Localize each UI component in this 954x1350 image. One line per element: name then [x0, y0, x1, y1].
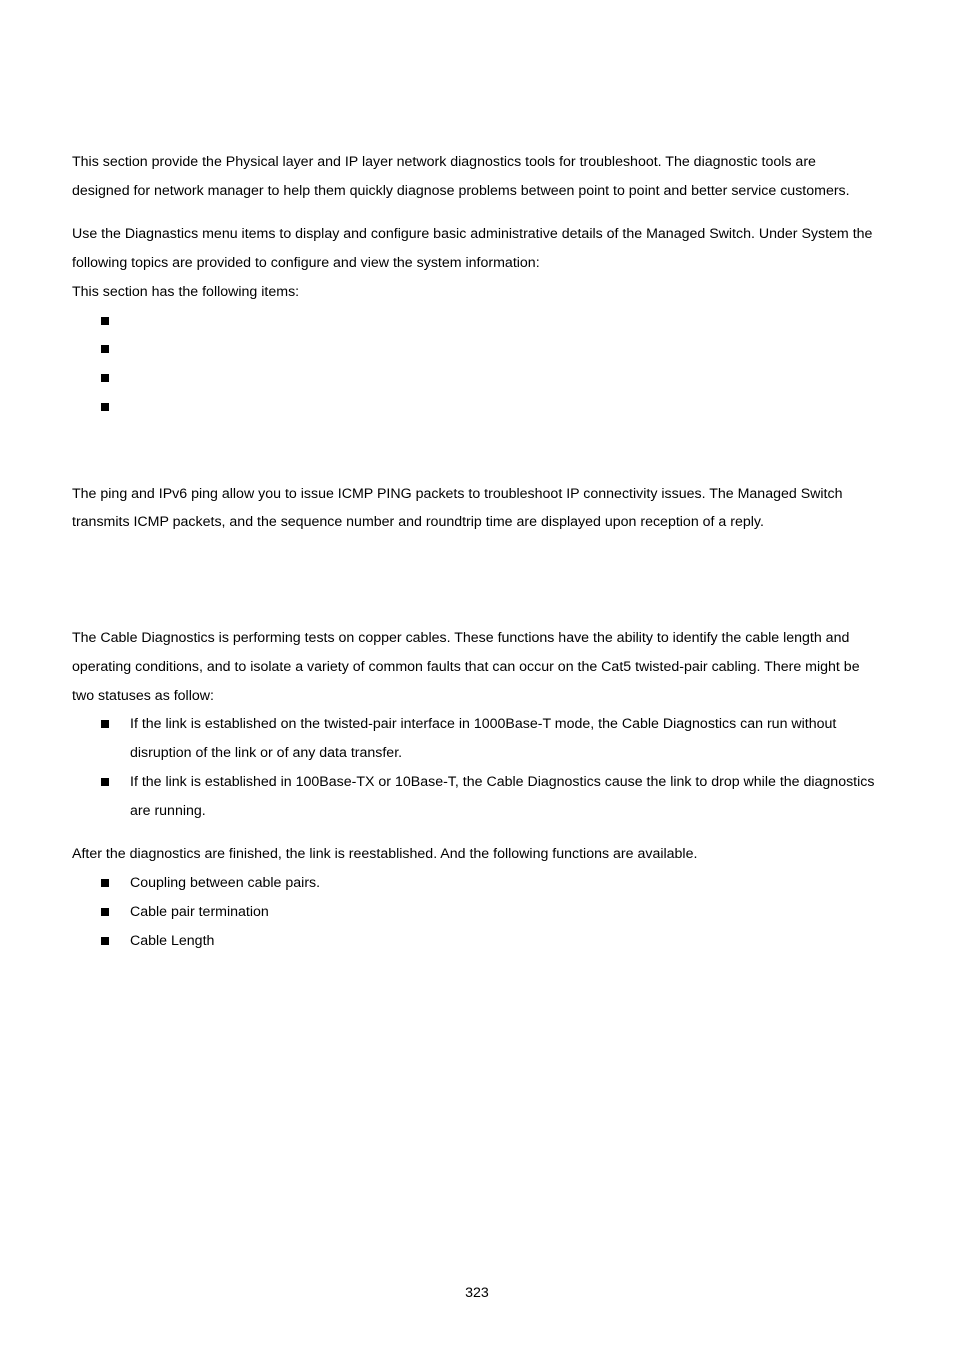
- bullet-icon: [101, 317, 109, 325]
- status-bullet-text: are running.: [130, 803, 206, 819]
- function-list-item: Cable pair termination: [130, 904, 269, 920]
- intro-paragraph-line: This section has the following items:: [72, 284, 300, 300]
- bullet-icon: [101, 345, 109, 353]
- bullet-icon: [101, 908, 109, 916]
- bullet-icon: [101, 374, 109, 382]
- bullet-icon: [101, 879, 109, 887]
- intro-paragraph-line: Use the Diagnastics menu items to display and configure basic administrative details of the Managed Switch. Under System the: [72, 226, 873, 242]
- page-number: 323: [465, 1285, 489, 1301]
- cable-paragraph-line: two statuses as follow:: [72, 688, 214, 704]
- intro-paragraph-line: following topics are provided to configure and view the system information:: [72, 255, 540, 271]
- status-bullet-text: If the link is established in 100Base-TX or 10Base-T, the Cable Diagnostics cause the link to drop while the diagnostics: [130, 774, 875, 790]
- bullet-icon: [101, 403, 109, 411]
- ping-paragraph-line: The ping and IPv6 ping allow you to issue ICMP PING packets to troubleshoot IP connectivity issues. The Managed Switch: [72, 486, 843, 502]
- bullet-icon: [101, 778, 109, 786]
- ping-paragraph-line: transmits ICMP packets, and the sequence number and roundtrip time are displayed upon reception of a reply.: [72, 514, 764, 530]
- status-bullet-text: disruption of the link or of any data transfer.: [130, 745, 403, 761]
- function-list-item: Cable Length: [130, 933, 215, 949]
- bullet-icon: [101, 720, 109, 728]
- cable-paragraph-line: The Cable Diagnostics is performing tests on copper cables. These functions have the ability to identify the cable length and: [72, 630, 850, 646]
- status-bullet-text: If the link is established on the twisted-pair interface in 1000Base-T mode, the Cable Diagnostics can run without: [130, 716, 837, 732]
- cable-after-paragraph: After the diagnostics are finished, the link is reestablished. And the following functions are available.: [72, 846, 698, 862]
- intro-paragraph-line: designed for network manager to help them quickly diagnose problems between point to point and better service customers.: [72, 183, 850, 199]
- function-list-item: Coupling between cable pairs.: [130, 875, 321, 891]
- intro-paragraph-line: This section provide the Physical layer and IP layer network diagnostics tools for troubleshoot. The diagnostic tools are: [72, 154, 816, 170]
- bullet-icon: [101, 937, 109, 945]
- cable-paragraph-line: operating conditions, and to isolate a variety of common faults that can occur on the Cat5 twisted-pair cabling. There might be: [72, 659, 860, 675]
